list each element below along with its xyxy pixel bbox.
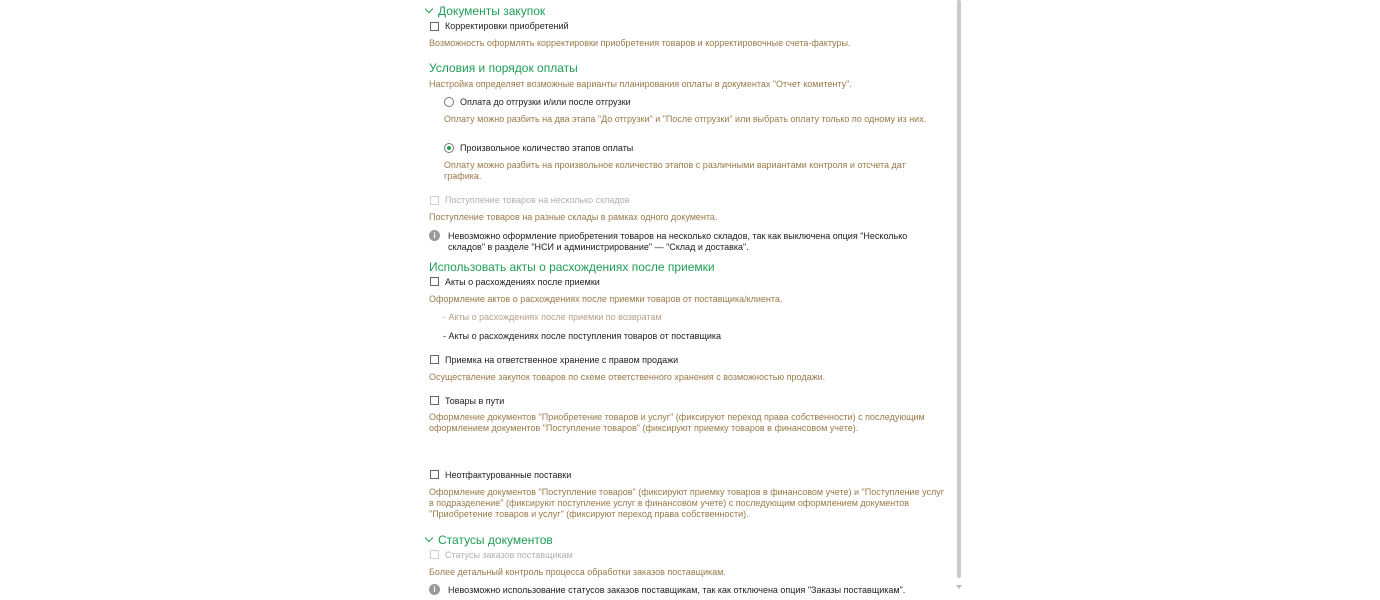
consignment-checkbox[interactable] <box>430 355 439 364</box>
discrepancy-title: Использовать акты о расхождениях после приемки <box>429 260 715 274</box>
chevron-down-icon <box>425 534 433 542</box>
vertical-scrollbar[interactable] <box>957 0 961 578</box>
multi-warehouse-label[interactable]: Поступление товаров на несколько складов <box>445 195 630 205</box>
payment-option2-radio[interactable] <box>444 143 454 153</box>
discrepancy-acts-desc: Оформление актов о расхождениях после приемки товаров от поставщика/клиента. <box>429 294 783 304</box>
discrepancy-acts-checkbox[interactable] <box>430 277 439 286</box>
adjustments-checkbox[interactable] <box>430 22 439 31</box>
payment-option2-desc: Оплату можно разбить на произвольное количество этапов с различными вариантами контроля и отсчета дат графика. <box>444 160 906 181</box>
info-icon: i <box>429 584 440 595</box>
consignment-label[interactable]: Приемка на ответственное хранение с правом продажи <box>445 355 679 365</box>
payment-option1-desc: Оплату можно разбить на два этапа "До отгрузки" и "После отгрузки" или выбрать оплату только по одному из них. <box>444 114 927 124</box>
order-statuses-label[interactable]: Статусы заказов поставщикам <box>445 550 573 560</box>
goods-in-transit-checkbox[interactable] <box>430 396 439 405</box>
info-icon: i <box>429 230 440 241</box>
goods-in-transit-label[interactable]: Товары в пути <box>445 396 505 406</box>
discrepancy-acts-label[interactable]: Акты о расхождениях после приемки <box>445 277 600 287</box>
payment-desc: Настройка определяет возможные варианты планирования оплаты в документах "Отчет комитенту". <box>429 79 852 89</box>
order-statuses-checkbox[interactable] <box>430 550 439 559</box>
payment-option1-radio[interactable] <box>444 97 454 107</box>
order-statuses-desc: Более детальный контроль процесса обработки заказов поставщикам. <box>429 567 726 577</box>
multi-warehouse-info: Невозможно оформление приобретения товаров на несколько складов, так как выключена опция "Несколько складов" в разделе "НСИ и администрирование" — "Склад и доставка". <box>448 231 908 252</box>
multi-warehouse-desc: Поступление товаров на разные склады в рамках одного документа. <box>429 212 718 222</box>
uninvoiced-label[interactable]: Неотфактурованные поставки <box>445 470 572 480</box>
payment-option2-label[interactable]: Произвольное количество этапов оплаты <box>460 143 634 153</box>
payment-option1-label[interactable]: Оплата до отгрузки и/или после отгрузки <box>460 97 631 107</box>
discrepancy-supplier-link[interactable]: - Акты о расхождениях после поступления товаров от поставщика <box>443 331 722 341</box>
section-title: Документы закупок <box>438 4 546 18</box>
adjustments-label[interactable]: Корректировки приобретений <box>445 21 569 31</box>
uninvoiced-desc: Оформление документов "Поступление товаров" (фиксируют приемку товаров в финансовом учете) и "Поступление услуг в подразделение" (фиксируют поступление услуг в финансовом учете) с последующим оформлением документов "Приобретение товаров и услуг" (фиксируют переход права собственности). <box>429 487 945 519</box>
goods-in-transit-desc: Оформление документов "Приобретение товаров и услуг" (фиксируют переход права собственности) с последующим оформлением документов "Поступление товаров" (фиксируют приемку товаров в финансовом учете). <box>429 412 925 433</box>
consignment-desc: Осуществление закупок товаров по схеме ответственного хранения с возможностью продажи. <box>429 372 826 382</box>
scroll-down-arrow-icon[interactable] <box>956 585 962 589</box>
section-statuses-header[interactable] <box>424 533 553 547</box>
discrepancy-returns-link[interactable]: - Акты о расхождениях после приемки по возвратам <box>443 312 662 322</box>
section-title: Статусы документов <box>438 533 553 547</box>
multi-warehouse-checkbox[interactable] <box>430 196 439 205</box>
order-statuses-info: Невозможно использование статусов заказов поставщикам, так как отключена опция "Заказы поставщикам". <box>448 585 906 595</box>
payment-title: Условия и порядок оплаты <box>429 61 578 75</box>
adjustments-desc: Возможность оформлять корректировки приобретения товаров и корректировочные счета-фактуры. <box>429 38 851 48</box>
uninvoiced-checkbox[interactable] <box>430 470 439 479</box>
chevron-down-icon <box>425 5 433 13</box>
section-purchase-docs-header[interactable] <box>424 4 545 18</box>
